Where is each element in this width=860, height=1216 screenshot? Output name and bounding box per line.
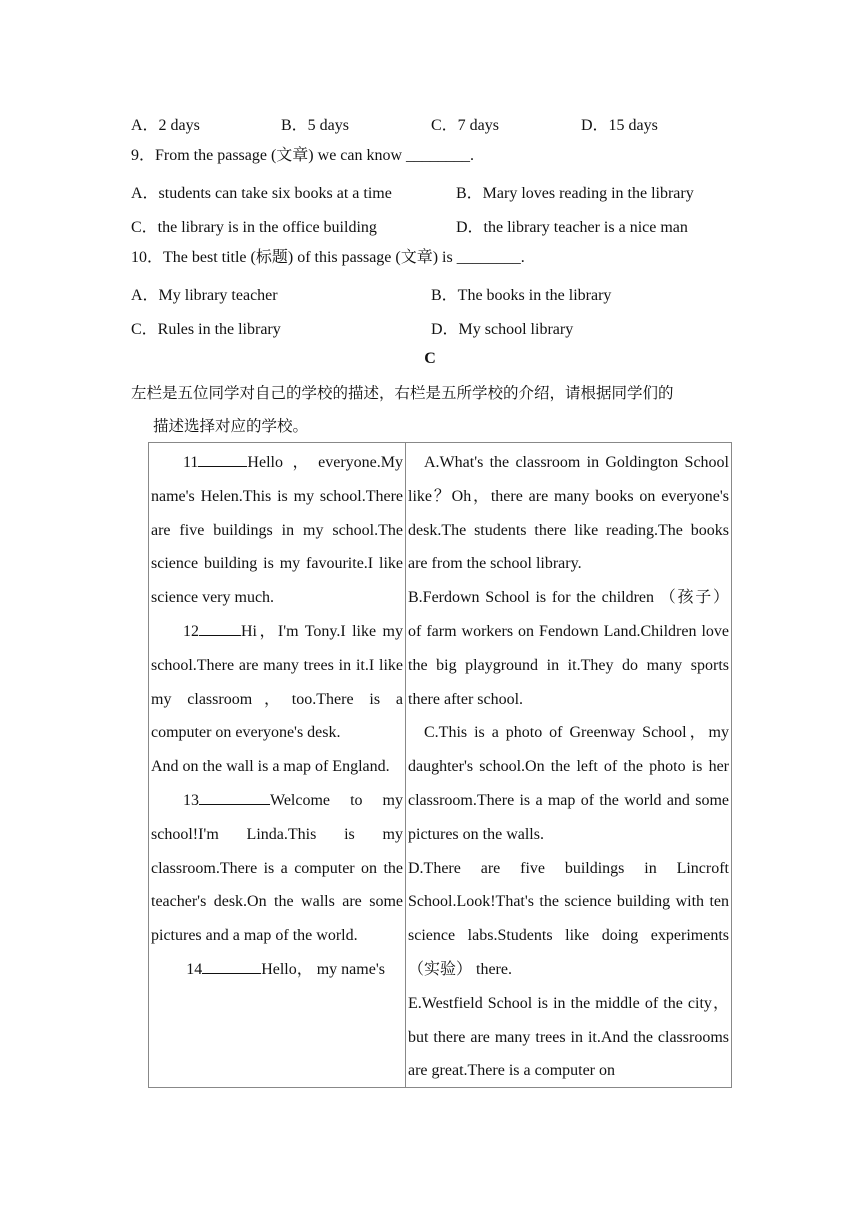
question-number: 14 — [186, 960, 203, 978]
answer-blank[interactable] — [202, 955, 261, 974]
school-e: E.Westfield School is in the middle of the city， but there are many trees in it.And the classrooms are great.There is a computer on — [408, 994, 729, 1080]
q8-option-d: D．15 days — [581, 117, 658, 134]
description-text: Hello，everyone.My name's Helen.This is my school.There are five buildings in my school.The science building is my favourite.I like science very much. — [151, 454, 403, 607]
school-a: A.What's the classroom in Goldington School like？Oh，there are many books on everyone's desk.The students there like reading.The books are from the school library. — [408, 454, 729, 573]
answer-blank[interactable] — [199, 617, 241, 636]
description-text: Welcome to my school!I'm Linda.This is my classroom.There is a computer on the teacher's desk.On the walls are some pictures and a map of the world. — [151, 791, 403, 945]
section-c-instruction-line1: 左栏是五位同学对自己的学校的描述，右栏是五所学校的介绍，请根据同学们的 — [131, 384, 674, 402]
q10-option-d: D．My school library — [431, 321, 574, 338]
answer-blank[interactable] — [199, 786, 270, 805]
section-c-heading: C — [424, 350, 436, 367]
question-number: 13 — [183, 791, 199, 809]
school-d: D.There are five buildings in Lincroft School.Look!That's the science building with ten science labs.Students like doing experiments （实验） there. — [408, 859, 729, 978]
q10-option-a: A．My library teacher — [131, 287, 278, 304]
description-13 — [151, 784, 403, 953]
q9-option-c: C．the library is in the office building — [131, 219, 377, 236]
question-number: 11 — [183, 454, 199, 471]
q9-option-d: D．the library teacher is a nice man — [456, 219, 688, 236]
q8-option-c: C．7 days — [431, 117, 500, 134]
matching-table — [148, 442, 732, 1088]
q9-option-b: B．Mary loves reading in the library — [456, 185, 694, 202]
description-14 — [151, 953, 403, 987]
description-12-continued — [151, 750, 403, 784]
description-text: Hello， my name's — [261, 960, 385, 978]
answer-blank[interactable] — [198, 448, 247, 467]
description-text: Hi，I'm Tony.I like my school.There are many trees in it.I like my classroom，too.There is a computer on everyone's desk. — [151, 622, 403, 742]
section-c-instruction-line2: 描述选择对应的学校。 — [153, 417, 309, 435]
school-c: C.This is a photo of Greenway School，my daughter's school.On the left of the photo is her classroom.There is a map of the world and some pictures on the walls. — [408, 724, 729, 843]
q8-option-b: B．5 days — [281, 117, 350, 134]
question-number: 12 — [183, 622, 199, 640]
q9-option-a: A．students can take six books at a time — [131, 185, 392, 202]
school-b: B.Ferdown School is for the children （孩子） of farm workers on Fendown Land.Children love the big playground in it.They do many sports there after school. — [408, 589, 729, 708]
description-11 — [151, 446, 403, 615]
description-12 — [151, 615, 403, 750]
q10-option-b: B．The books in the library — [431, 287, 612, 304]
q10-option-c: C．Rules in the library — [131, 321, 281, 338]
q10-stem: 10．The best title (标题) of this passage (文章) is ________. — [131, 249, 525, 266]
description-text: And on the wall is a map of England. — [151, 758, 390, 776]
student-descriptions-column — [149, 443, 406, 1087]
school-introductions-column — [406, 443, 731, 1087]
q9-stem: 9．From the passage (文章) we can know ________. — [131, 147, 475, 164]
q8-option-a: A．2 days — [131, 117, 200, 134]
